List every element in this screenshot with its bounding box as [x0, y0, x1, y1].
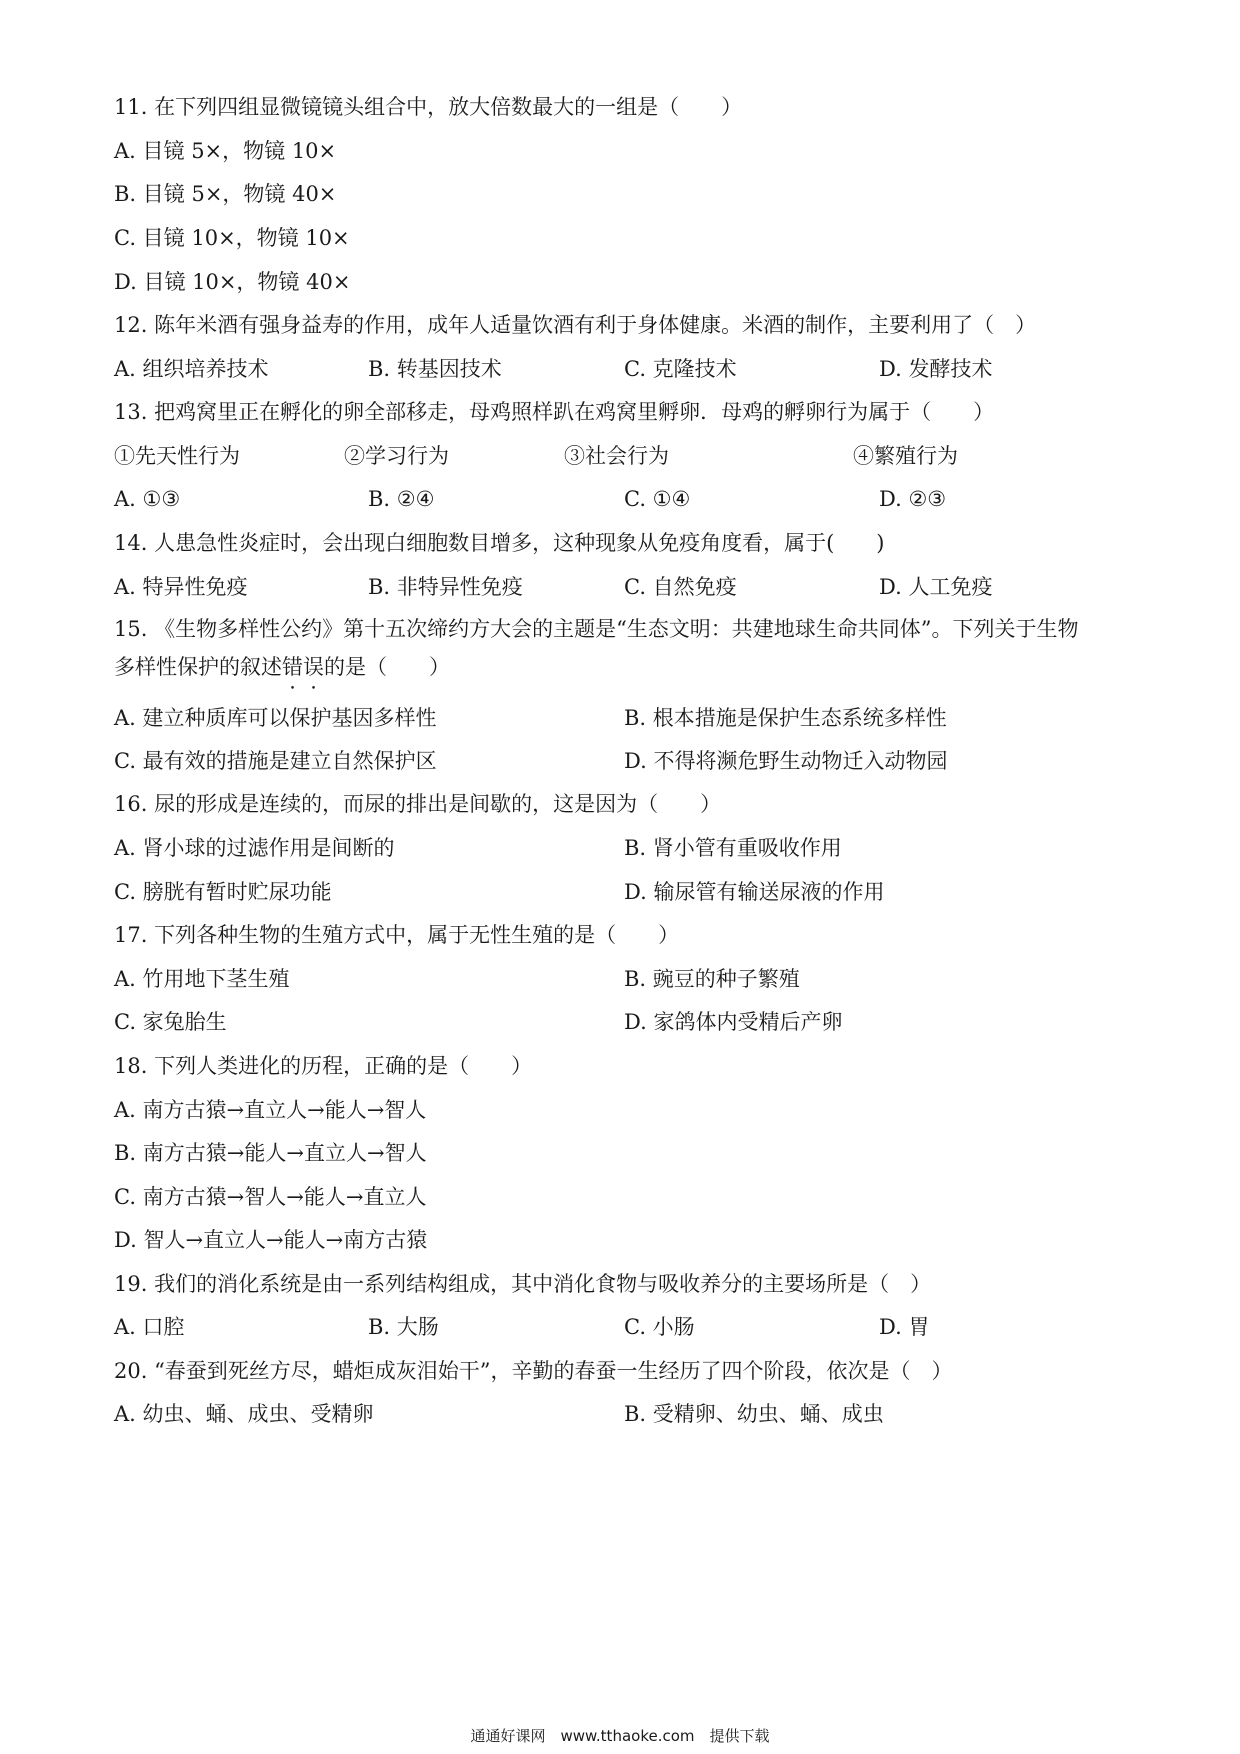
question-17-stem: 17. 下列各种生物的生殖方式中，属于无性生殖的是（ ）: [114, 923, 680, 947]
question-12-option-c: C. 克隆技术: [624, 357, 737, 381]
question-15-stem-line1: 15. 《生物多样性公约》第十五次缔约方大会的主题是“生态文明：共建地球生命共同体”。下列关于生物: [114, 617, 1079, 641]
question-12-option-b: B. 转基因技术: [368, 357, 502, 381]
question-17-option-b: B. 豌豆的种子繁殖: [624, 967, 800, 991]
question-13-item-3: ③社会行为: [564, 444, 669, 468]
question-13-option-a: A. ①③: [114, 487, 181, 511]
stem-text: 的是（ ）: [324, 655, 450, 679]
question-15-option-d: D. 不得将濒危野生动物迁入动物园: [624, 749, 948, 773]
question-16-option-c: C. 膀胱有暂时贮尿功能: [114, 880, 332, 904]
question-19-option-b: B. 大肠: [368, 1315, 439, 1339]
question-15-stem-line2: [114, 653, 450, 681]
question-15-option-b: B. 根本措施是保护生态系统多样性: [624, 706, 947, 730]
question-11-option-a: A. 目镜 5×，物镜 10×: [114, 139, 337, 163]
question-14-option-b: B. 非特异性免疫: [368, 575, 523, 599]
question-18-option-d: D. 智人→直立人→能人→南方古猿: [114, 1228, 428, 1252]
question-18-option-c: C. 南方古猿→智人→能人→直立人: [114, 1185, 427, 1209]
question-17-option-c: C. 家兔胎生: [114, 1010, 227, 1034]
question-13-item-4: ④繁殖行为: [853, 444, 958, 468]
question-12-option-a: A. 组织培养技术: [114, 357, 269, 381]
question-16-option-b: B. 肾小管有重吸收作用: [624, 836, 842, 860]
question-18-stem: 18. 下列人类进化的历程，正确的是（ ）: [114, 1054, 533, 1078]
emphasis-char: 误: [303, 655, 324, 679]
question-13-option-c: C. ①④: [624, 487, 691, 511]
question-17-option-d: D. 家鸽体内受精后产卵: [624, 1010, 843, 1034]
question-18-option-b: B. 南方古猿→能人→直立人→智人: [114, 1141, 427, 1165]
question-15-option-c: C. 最有效的措施是建立自然保护区: [114, 749, 437, 773]
question-19-option-a: A. 口腔: [114, 1315, 185, 1339]
question-12-stem: 12. 陈年米酒有强身益寿的作用，成年人适量饮酒有利于身体健康。米酒的制作，主要利用了（ ）: [114, 313, 1037, 337]
question-19-option-d: D. 胃: [879, 1315, 930, 1339]
question-19-stem: 19. 我们的消化系统是由一系列结构组成，其中消化食物与吸收养分的主要场所是（ ）: [114, 1272, 932, 1296]
stem-text: 多样性保护的叙述: [114, 655, 282, 679]
question-11-option-d: D. 目镜 10×，物镜 40×: [114, 270, 351, 294]
question-11-stem: 11. 在下列四组显微镜镜头组合中，放大倍数最大的一组是（ ）: [114, 95, 743, 119]
question-18-option-a: A. 南方古猿→直立人→能人→智人: [114, 1098, 427, 1122]
page-footer: 通通好课网 www.tthaoke.com 提供下载: [470, 1727, 770, 1745]
question-16-stem: 16. 尿的形成是连续的，而尿的排出是间歇的，这是因为（ ）: [114, 792, 722, 816]
question-20-option-b: B. 受精卵、幼虫、蛹、成虫: [624, 1402, 884, 1426]
question-15-option-a: A. 建立种质库可以保护基因多样性: [114, 706, 437, 730]
question-14-option-c: C. 自然免疫: [624, 575, 737, 599]
question-14-option-a: A. 特异性免疫: [114, 575, 248, 599]
question-12-option-d: D. 发酵技术: [879, 357, 993, 381]
question-11-option-c: C. 目镜 10×，物镜 10×: [114, 226, 350, 250]
question-17-option-a: A. 竹用地下茎生殖: [114, 967, 290, 991]
question-20-stem: 20. “春蚕到死丝方尽，蜡炬成灰泪始干”，辛勤的春蚕一生经历了四个阶段，依次是（ ）: [114, 1359, 953, 1383]
question-13-item-2: ②学习行为: [344, 444, 449, 468]
question-14-option-d: D. 人工免疫: [879, 575, 993, 599]
question-16-option-d: D. 输尿管有输送尿液的作用: [624, 880, 885, 904]
question-11-option-b: B. 目镜 5×，物镜 40×: [114, 182, 337, 206]
question-13-option-d: D. ②③: [879, 487, 947, 511]
question-14-stem: 14. 人患急性炎症时，会出现白细胞数目增多，这种现象从免疫角度看，属于( ): [114, 531, 885, 555]
question-13-option-b: B. ②④: [368, 487, 435, 511]
question-16-option-a: A. 肾小球的过滤作用是间断的: [114, 836, 395, 860]
emphasis-char: 错: [282, 655, 303, 679]
question-13-stem: 13. 把鸡窝里正在孵化的卵全部移走，母鸡照样趴在鸡窝里孵卵．母鸡的孵卵行为属于（ ）: [114, 400, 995, 424]
question-13-item-1: ①先天性行为: [114, 444, 240, 468]
question-20-option-a: A. 幼虫、蛹、成虫、受精卵: [114, 1402, 374, 1426]
question-19-option-c: C. 小肠: [624, 1315, 695, 1339]
